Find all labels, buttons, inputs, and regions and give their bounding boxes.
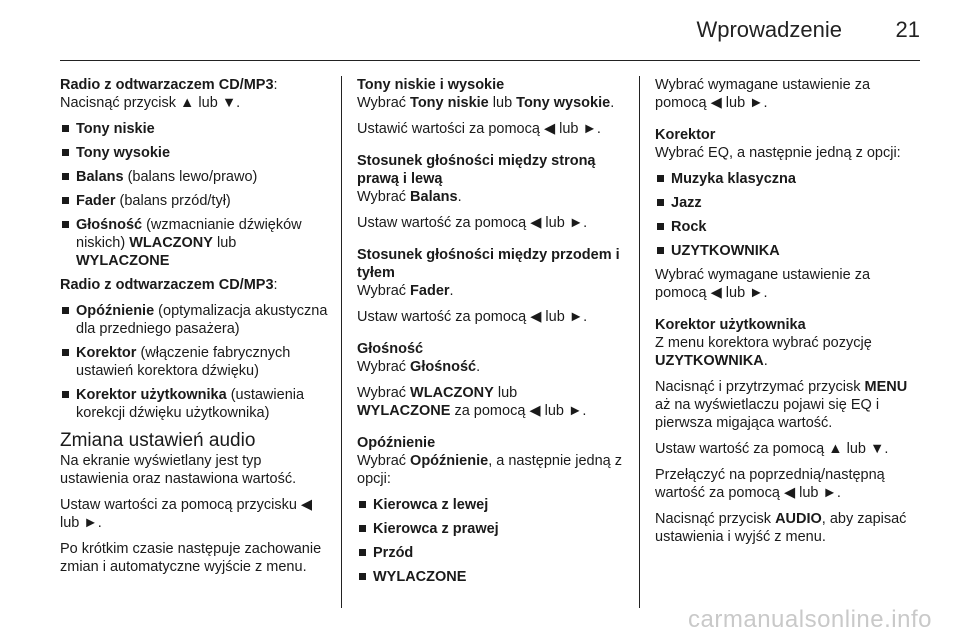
list-item: Tony wysokie [60, 144, 328, 162]
section-heading: Stosunek głośności między stroną prawą i lewą [357, 153, 596, 187]
list-item: Korektor użytkownika (ustawienia korekcji dźwięku użytkownika) [60, 386, 328, 422]
list-item: Tony niskie [60, 120, 328, 138]
section-equalizer [655, 126, 923, 302]
section-fader [357, 246, 625, 326]
paragraph: Wybrać Balans. [357, 189, 462, 205]
list-item: Jazz [655, 194, 923, 212]
paragraph: Ustaw wartość za pomocą ▲ lub ▼. [655, 441, 889, 457]
heading: Radio z odtwarzaczem CD/MP3 [60, 277, 274, 293]
section-title: Zmiana ustawień audio [60, 430, 256, 451]
column-2 [357, 76, 625, 600]
heading: Radio z odtwarzaczem CD/MP3 [60, 77, 274, 93]
column-1 [60, 76, 328, 584]
section-loudness [357, 340, 625, 420]
header-title: Wprowadzenie [696, 17, 842, 42]
section-heading: Tony niskie i wysokie [357, 77, 505, 93]
list-item: Rock [655, 218, 923, 236]
paragraph: Wybrać Tony niskie lub Tony wysokie. [357, 95, 615, 111]
paragraph: Po krótkim czasie następuje zachowanie zmian i automatyczne wyjście z menu. [60, 541, 322, 575]
section-heading: Korektor użytkownika [655, 317, 806, 333]
section-user-equalizer [655, 316, 923, 546]
list-item: Głośność (wzmacnianie dźwięków niskich) WLACZONY lub WYLACZONE [60, 216, 328, 270]
paragraph: Wybrać wymagane ustawienie za pomocą ◀ lub ►. [655, 77, 871, 111]
paragraph: Wybrać WLACZONY lub WYLACZONE za pomocą ◀ lub ►. [357, 385, 587, 419]
watermark: carmanualsonline.info [688, 606, 932, 633]
section-heading: Korektor [655, 127, 716, 143]
page-number: 21 [895, 17, 920, 42]
instruction: Nacisnąć przycisk ▲ lub ▼. [60, 95, 241, 111]
paragraph: Z menu korektora wybrać pozycję UZYTKOWNIKA. [655, 335, 872, 369]
paragraph: Ustaw wartość za pomocą ◀ lub ►. [357, 309, 588, 325]
intro-block [655, 76, 923, 112]
paragraph: Ustawić wartości za pomocą ◀ lub ►. [357, 121, 601, 137]
column-3 [655, 76, 923, 560]
paragraph: Wybrać wymagane ustawienie za pomocą ◀ lub ►. [655, 267, 871, 301]
list-item: Kierowca z prawej [357, 520, 625, 538]
paragraph: Wybrać Fader. [357, 283, 454, 299]
settings-list-1 [60, 120, 328, 270]
section-bass-treble [357, 76, 625, 138]
list-item: Opóźnienie (optymalizacja akustyczna dla przedniego pasażera) [60, 302, 328, 338]
paragraph: Wybrać Głośność. [357, 359, 481, 375]
paragraph: Ustaw wartości za pomocą przycisku ◀ lub ►. [60, 497, 313, 531]
column-divider-2 [639, 76, 640, 608]
list-item: Korektor (włączenie fabrycznych ustawień korektora dźwięku) [60, 344, 328, 380]
section-heading: Głośność [357, 341, 424, 357]
section-heading: Stosunek głośności między przodem i tyłem [357, 247, 620, 281]
paragraph: Nacisnąć przycisk AUDIO, aby zapisać ustawienia i wyjść z menu. [655, 511, 907, 545]
paragraph: Nacisnąć i przytrzymać przycisk MENU aż na wyświetlaczu pojawi się EQ i pierwsza migająca wartość. [655, 379, 908, 431]
column-divider-1 [341, 76, 342, 608]
delay-options [357, 496, 625, 586]
list-item: Fader (balans przód/tył) [60, 192, 328, 210]
paragraph: Przełączyć na poprzednią/następną wartość za pomocą ◀ lub ►. [655, 467, 885, 501]
section-heading: Opóźnienie [357, 435, 436, 451]
page-header [60, 0, 920, 61]
list-item: Kierowca z lewej [357, 496, 625, 514]
intro-line: Radio z odtwarzaczem CD/MP3: Nacisnąć przycisk ▲ lub ▼. [60, 77, 278, 111]
section-balance [357, 152, 625, 232]
paragraph: Wybrać Opóźnienie, a następnie jedną z opcji: [357, 453, 623, 487]
list-item: Przód [357, 544, 625, 562]
intro-line-2: Radio z odtwarzaczem CD/MP3: [60, 277, 278, 293]
list-item: UZYTKOWNIKA [655, 242, 923, 260]
paragraph: Na ekranie wyświetlany jest typ ustawienia oraz nastawiona wartość. [60, 453, 297, 487]
list-item: WYLACZONE [357, 568, 625, 586]
paragraph: Wybrać EQ, a następnie jedną z opcji: [655, 145, 901, 161]
list-item: Muzyka klasyczna [655, 170, 923, 188]
eq-options [655, 170, 923, 260]
settings-list-2 [60, 302, 328, 422]
section-delay [357, 434, 625, 586]
list-item: Balans (balans lewo/prawo) [60, 168, 328, 186]
paragraph: Ustaw wartość za pomocą ◀ lub ►. [357, 215, 588, 231]
